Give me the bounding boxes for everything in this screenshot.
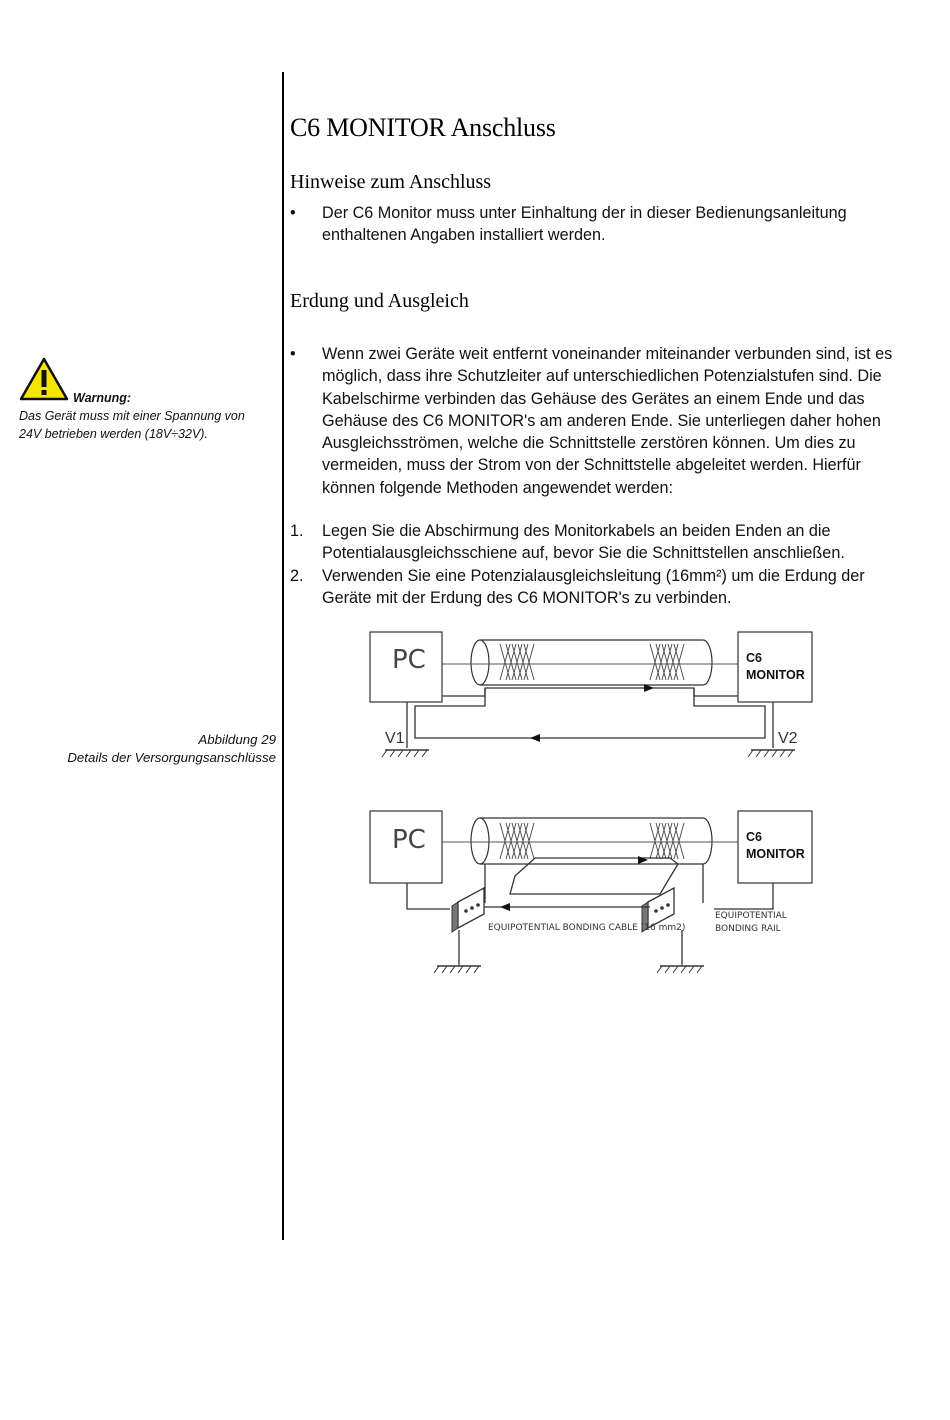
pc-label: PC: [392, 645, 426, 675]
warning-title: Warnung:: [73, 391, 132, 405]
figure-caption: [67, 731, 276, 767]
list-item-1: [290, 520, 900, 565]
bonding-cable-label: EQUIPOTENTIAL BONDING CABLE (16 mm2): [488, 923, 686, 933]
bullet-item-installation: [290, 202, 900, 247]
monitor-label-2-line2: MONITOR: [746, 847, 805, 861]
bonding-rail-label: [715, 910, 787, 936]
monitor-label-2: [746, 829, 805, 863]
v1-label: V1: [385, 730, 405, 747]
monitor-label: [746, 650, 805, 684]
page-title: C6 MONITOR Anschluss: [290, 113, 556, 142]
section-heading-grounding: Erdung und Ausgleich: [290, 290, 469, 312]
list-number: 1.: [290, 522, 304, 540]
bullet-marker: •: [290, 345, 296, 363]
bonding-rail-label-line2: BONDING RAIL: [715, 924, 781, 934]
warning-icon: [19, 357, 69, 401]
list-text: Verwenden Sie eine Potenzialausgleichsleitung (16mm²) um die Erdung der Geräte mit der Erdung des C6 MONITOR's zu verbinden.: [322, 567, 865, 608]
monitor-label-2-line1: C6: [746, 830, 762, 844]
monitor-label-line2: MONITOR: [746, 668, 805, 682]
monitor-label-line1: C6: [746, 651, 762, 665]
bullet-item-grounding: [290, 343, 900, 499]
figure-title: Details der Versorgungsanschlüsse: [67, 750, 276, 765]
list-text: Legen Sie die Abschirmung des Monitorkabels an beiden Enden an die Potentialausgleichsschiene auf, bevor Sie die Schnittstellen anschließen.: [322, 522, 845, 563]
connection-diagram: [360, 620, 830, 990]
bullet-text: Der C6 Monitor muss unter Einhaltung der in dieser Bedienungsanleitung enthaltenen Angaben installiert werden.: [322, 204, 847, 245]
warning-text: Das Gerät muss mit einer Spannung von 24V betrieben werden (18V÷32V).: [19, 409, 245, 441]
list-number: 2.: [290, 567, 304, 585]
v2-label: V2: [778, 730, 798, 747]
margin-rule: [282, 72, 284, 1240]
pc-label-2: PC: [392, 825, 426, 855]
figure-number: Abbildung 29: [198, 732, 276, 747]
bullet-marker: •: [290, 204, 296, 222]
bullet-text: Wenn zwei Geräte weit entfernt voneinander miteinander verbunden sind, ist es möglich, dass ihre Schutzleiter auf unterschiedlichen Potenzialstufen sind. Die Kabelschirme verbinden das Gehäuse des Gerätes an einem Ende und das Gehäuse des C6 MONITOR's am anderen Ende. Sie unterliegen daher hohen Ausgleichsströmen, welche die Schnittstelle zerstören können. Um dies zu vermeiden, muss der Strom von der Schnittstelle abgeleitet werden. Hierfür können folgende Methoden angewendet werden:: [322, 345, 893, 497]
bonding-rail-label-line1: EQUIPOTENTIAL: [715, 911, 787, 921]
list-item-2: [290, 565, 900, 610]
section-heading-connection-notes: Hinweise zum Anschluss: [290, 171, 492, 193]
